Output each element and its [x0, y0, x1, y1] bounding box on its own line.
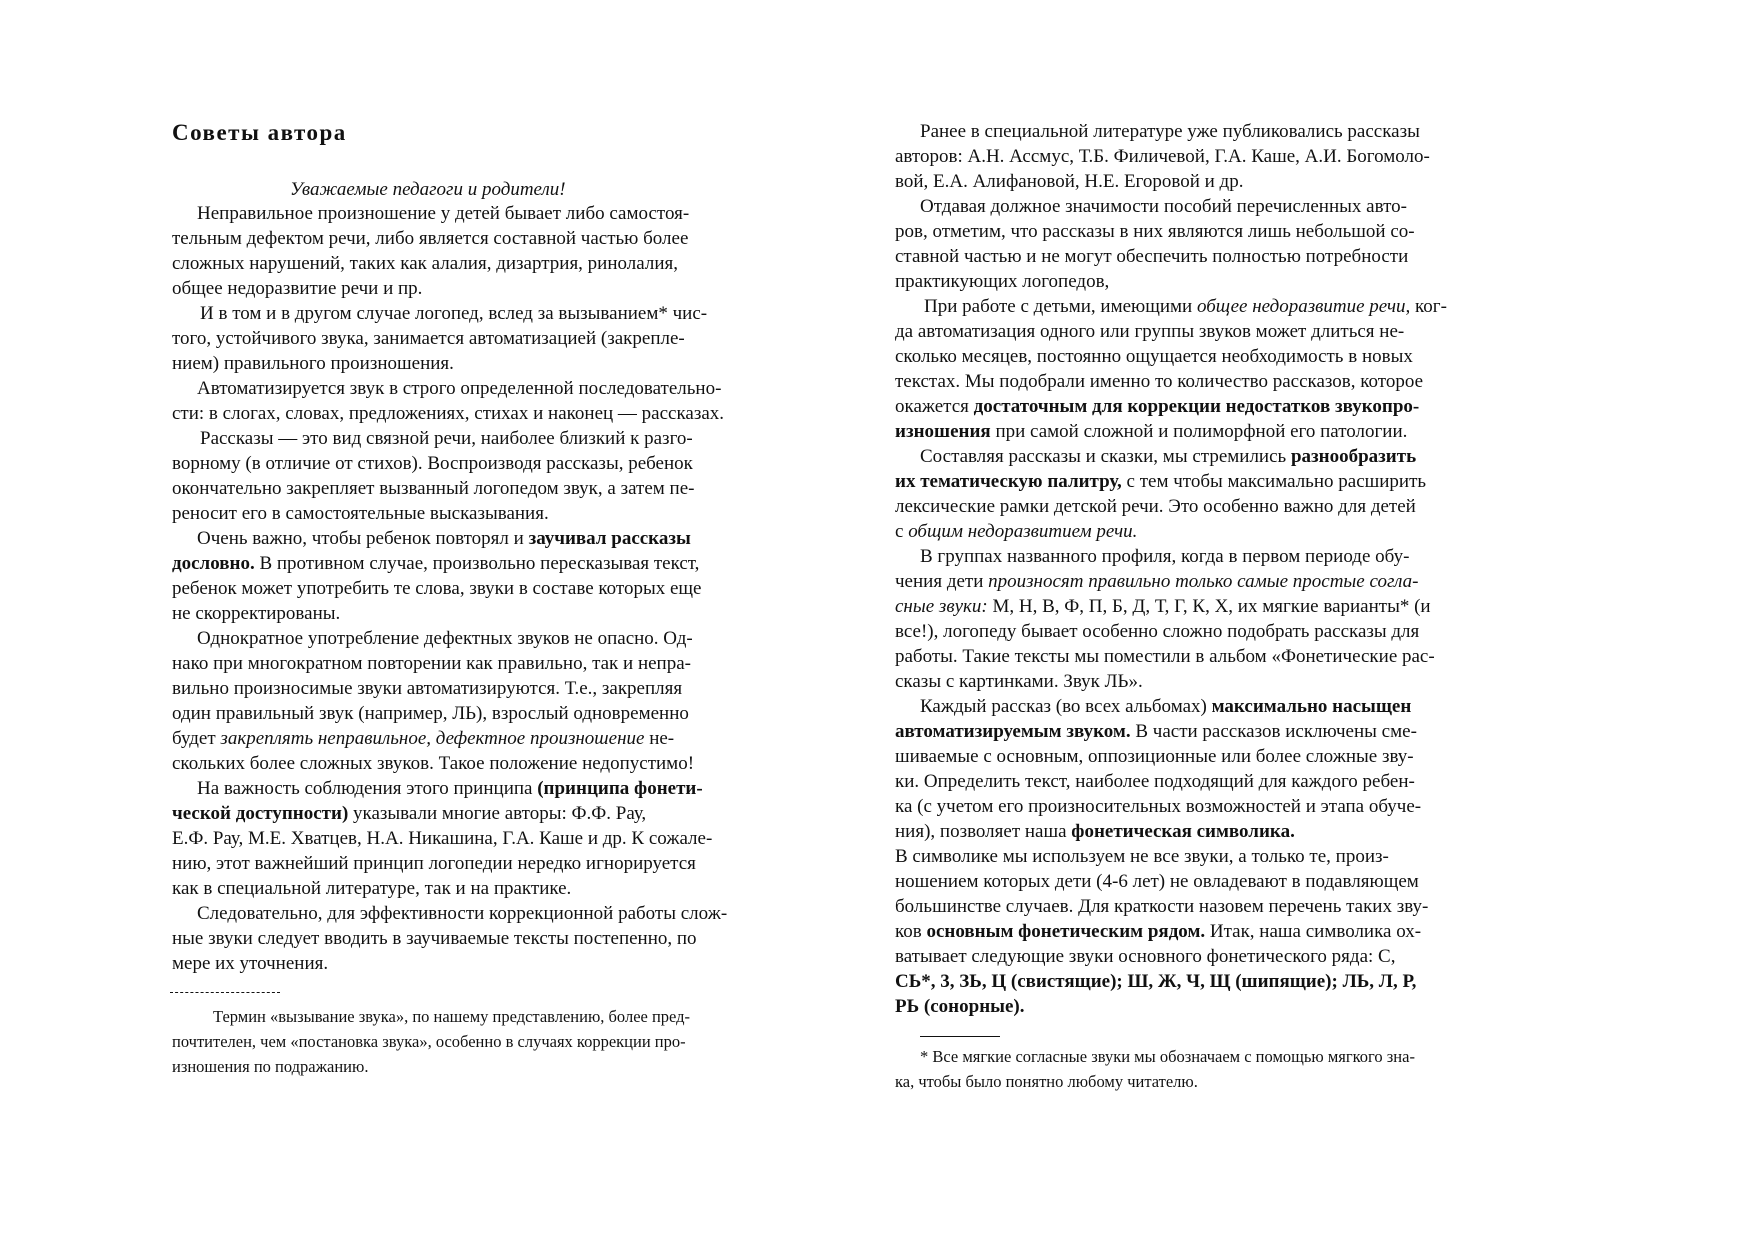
text-line: текстах. Мы подобрали именно то количество рассказов, которое — [895, 371, 1424, 392]
text-line: того, устойчивого звука, занимается автоматизацией (закрепле- — [172, 328, 685, 349]
text-line: как в специальной литературе, так и на практике. — [172, 878, 572, 899]
text-line: Е.Ф. Рау, М.Е. Хватцев, Н.А. Никашина, Г.А. Каше и др. К сожале- — [172, 828, 713, 849]
text-line: изношения при самой сложной и полиморфной его патологии. — [895, 421, 1408, 442]
text-line: большинстве случаев. Для краткости назовем перечень таких зву- — [895, 896, 1429, 917]
text-line: работы. Такие тексты мы поместили в альбом «Фонетические рас- — [895, 646, 1435, 667]
text-line: ка (с учетом его произносительных возможностей и этапа обуче- — [895, 796, 1422, 817]
footnote-divider — [920, 1036, 1000, 1037]
text-line: нако при многократном повторении как правильно, так и непра- — [172, 653, 691, 674]
emphasis-bold: (принципа фонети- — [537, 778, 703, 799]
text-line: окажется достаточным для коррекции недостатков звукопро- — [895, 396, 1420, 417]
text-line: нию, этот важнейший принцип логопедии нередко игнорируется — [172, 853, 696, 874]
emphasis-bold: изношения — [895, 421, 991, 442]
text-line: вой, Е.А. Алифановой, Н.Е. Егоровой и др. — [895, 171, 1244, 192]
footnote-line: ка, чтобы было понятно любому читателю. — [895, 1072, 1198, 1091]
page-heading: Советы автора — [172, 120, 347, 145]
text-line: нием) правильного произношения. — [172, 353, 454, 374]
text-line: ворному (в отличие от стихов). Воспроизводя рассказы, ребенок — [172, 453, 693, 474]
emphasis-italic: произносят правильно только самые простые согла- — [988, 571, 1419, 592]
emphasis-bold: фонетическая символика. — [1071, 821, 1295, 842]
text-line: реносит его в самостоятельные высказывания. — [172, 503, 549, 524]
text-line: Автоматизируется звук в строго определенной последовательно- — [197, 378, 722, 399]
text-line: ватывает следующие звуки основного фонетического ряда: С, — [895, 946, 1396, 967]
text-line: ребенок может употребить те слова, звуки в составе которых еще — [172, 578, 702, 599]
text-line: ров, отметим, что рассказы в них являются лишь небольшой со- — [895, 221, 1415, 242]
text-line: Рассказы — это вид связной речи, наиболее близкий к разго- — [200, 428, 693, 449]
emphasis-bold: разнообразить — [1290, 446, 1417, 467]
text-line: один правильный звук (например, ЛЬ), взрослый одновременно — [172, 703, 689, 724]
emphasis-bold: автоматизируемым звуком. — [895, 721, 1131, 742]
text-line: не скорректированы. — [172, 603, 341, 624]
text-line: сколько месяцев, постоянно ощущается необходимость в новых — [895, 346, 1413, 367]
text-line: их тематическую палитру, с тем чтобы максимально расширить — [895, 471, 1427, 492]
footnote-line: изношения по подражанию. — [172, 1057, 369, 1076]
emphasis-bold: достаточным для коррекции недостатков звукопро- — [973, 396, 1420, 417]
emphasis-italic: закреплять неправильное, дефектное произношение — [220, 728, 645, 749]
text-line: сказы с картинками. Звук ЛЬ». — [895, 671, 1143, 692]
text-line: шиваемые с основным, оппозиционные или более сложные зву- — [895, 746, 1414, 767]
text-line: Следовательно, для эффективности коррекционной работы слож- — [197, 903, 728, 924]
text-line: сти: в слогах, словах, предложениях, стихах и наконец — рассказах. — [172, 403, 725, 424]
text-line: И в том и в другом случае логопед, вслед за вызыванием* чис- — [200, 303, 708, 324]
text-line: дословно. В противном случае, произвольно пересказывая текст, — [172, 553, 700, 574]
emphasis-bold: основным фонетическим рядом. — [926, 921, 1206, 942]
text-line: практикующих логопедов, — [895, 271, 1110, 292]
salutation: Уважаемые педагоги и родители! — [290, 179, 566, 200]
text-line: СЬ*, 3, ЗЬ, Ц (свистящие); Ш, Ж, Ч, Щ (шипящие); ЛЬ, Л, Р, — [895, 971, 1417, 992]
text-line: ков основным фонетическим рядом. Итак, наша символика ох- — [895, 921, 1422, 942]
text-line: скольких более сложных звуков. Такое положение недопустимо! — [172, 753, 695, 774]
text-line: чения дети произносят правильно только самые простые согла- — [895, 571, 1419, 592]
text-line: общее недоразвитие речи и пр. — [172, 278, 423, 299]
text-line: с общим недоразвитием речи. — [895, 521, 1138, 542]
text-line: ные звуки следует вводить в заучиваемые тексты постепенно, по — [172, 928, 697, 949]
text-line: Ранее в специальной литературе уже публиковались рассказы — [920, 121, 1420, 142]
footnote-line: Термин «вызывание звука», по нашему представлению, более пред- — [213, 1007, 691, 1026]
text-line: Очень важно, чтобы ребенок повторял и заучивал рассказы — [197, 528, 691, 549]
text-line: ния), позволяет наша фонетическая символика. — [895, 821, 1295, 842]
text-line: В символике мы используем не все звуки, а только те, произ- — [895, 846, 1389, 867]
text-line: да автоматизация одного или группы звуков может длиться не- — [895, 321, 1405, 342]
footnote-divider — [170, 992, 280, 993]
text-line: будет закреплять неправильное, дефектное произношение не- — [172, 728, 675, 749]
text-line: лексические рамки детской речи. Это особенно важно для детей — [895, 496, 1416, 517]
text-line: Однократное употребление дефектных звуков не опасно. Од- — [197, 628, 693, 649]
text-line: ки. Определить текст, наиболее подходящий для каждого ребен- — [895, 771, 1415, 792]
text-line: Неправильное произношение у детей бывает либо самостоя- — [197, 203, 690, 224]
text-line: сложных нарушений, таких как алалия, дизартрия, ринолалия, — [172, 253, 678, 274]
right-page — [877, 0, 1754, 1242]
footnote-line: почтителен, чем «постановка звука», особенно в случаях коррекции про- — [172, 1032, 686, 1051]
emphasis-italic: общее недоразвитие речи, — [1196, 296, 1411, 317]
text-line: вильно произносимые звуки автоматизируются. Т.е., закрепляя — [172, 678, 683, 699]
text-line: Каждый рассказ (во всех альбомах) максимально насыщен — [920, 696, 1412, 717]
emphasis-bold: их тематическую палитру, — [895, 471, 1122, 492]
emphasis-italic: сные звуки: — [895, 596, 988, 617]
text-line: автоматизируемым звуком. В части рассказов исключены сме- — [895, 721, 1417, 742]
text-line: сные звуки: М, Н, В, Ф, П, Б, Д, Т, Г, К, Х, их мягкие варианты* (и — [895, 596, 1431, 617]
text-line: тельным дефектом речи, либо является составной частью более — [172, 228, 689, 249]
emphasis-bold: максимально насыщен — [1211, 696, 1412, 717]
text-line: ставной частью и не могут обеспечить полностью потребности — [895, 246, 1409, 267]
text-line: окончательно закрепляет вызванный логопедом звук, а затем пе- — [172, 478, 695, 499]
text-line: ческой доступности) указывали многие авторы: Ф.Ф. Рау, — [172, 803, 647, 824]
text-line: Составляя рассказы и сказки, мы стремились разнообразить — [920, 446, 1417, 467]
text-line: РЬ (сонорные). — [895, 996, 1025, 1017]
emphasis-italic: общим недоразвитием речи. — [908, 521, 1138, 542]
text-line: Отдавая должное значимости пособий перечисленных авто- — [920, 196, 1407, 217]
text-line: мере их уточнения. — [172, 953, 329, 974]
text-line: В группах названного профиля, когда в первом периоде обу- — [920, 546, 1410, 567]
text-line: ношением которых дети (4-6 лет) не овладевают в подавляющем — [895, 871, 1419, 892]
text-line: На важность соблюдения этого принципа (принципа фонети- — [197, 778, 703, 799]
emphasis-bold: заучивал рассказы — [528, 528, 691, 549]
text-line: все!), логопеду бывает особенно сложно подобрать рассказы для — [895, 621, 1420, 642]
text-line: авторов: А.Н. Ассмус, Т.Б. Филичевой, Г.А. Каше, А.И. Богомоло- — [895, 146, 1430, 167]
footnote-line: * Все мягкие согласные звуки мы обозначаем с помощью мягкого зна- — [920, 1047, 1415, 1066]
emphasis-bold: дословно. — [172, 553, 255, 574]
text-line: При работе с детьми, имеющими общее недоразвитие речи, ког- — [924, 296, 1447, 317]
emphasis-bold: ческой доступности) — [172, 803, 349, 824]
